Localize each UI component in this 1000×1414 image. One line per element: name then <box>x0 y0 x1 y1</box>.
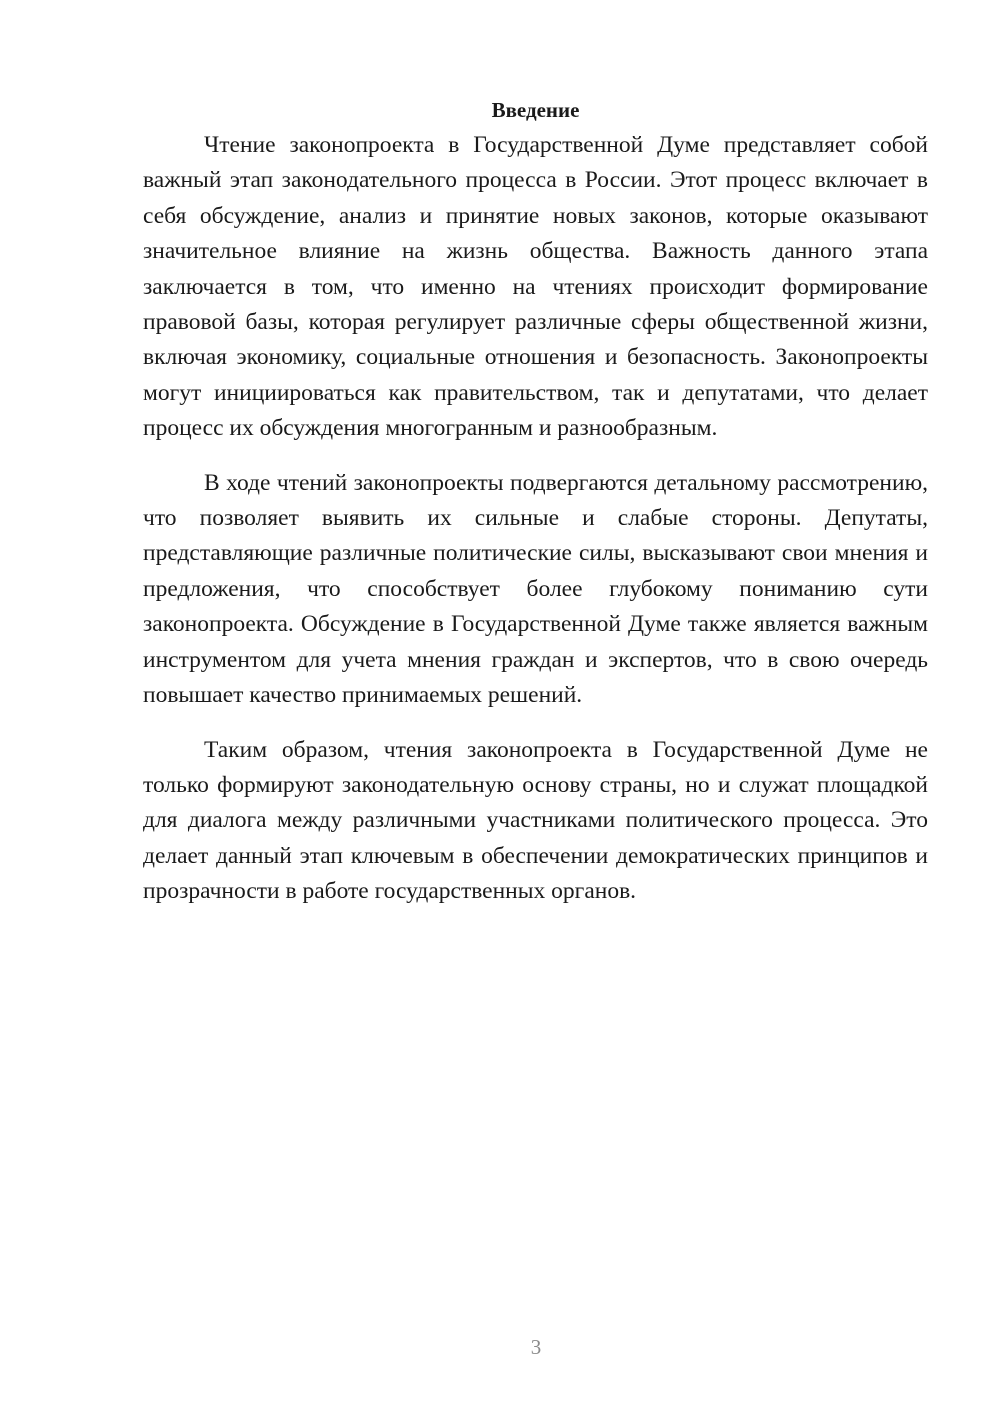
paragraph-3: Таким образом, чтения законопроекта в Государственной Думе не только формируют законодательную основу страны, но и служат площадкой для диалога между различными участниками политического процесса. Это делает данный этап ключевым в обеспечении демократических принципов и прозрачности в работе государственных органов. <box>143 736 928 905</box>
paragraph-2: В ходе чтений законопроекты подвергаются детальному рассмотрению, что позволяет выявить их сильные и слабые стороны. Депутаты, представляющие различные политические силы, высказывают свои мнения и предложения, что способствует более глубокому пониманию сути законопроекта. Обсуждение в Государственной Думе также является важным инструментом для учета мнения граждан и экспертов, что в свою очередь повышает качество принимаемых решений. <box>143 469 928 709</box>
paragraph-1: Чтение законопроекта в Государственной Думе представляет собой важный этап законодательного процесса в России. Этот процесс включает в себя обсуждение, анализ и принятие новых законов, которые оказывают значительное влияние на жизнь общества. Важность данного этапа заключается в том, что именно на чтениях происходит формирование правовой базы, которая регулирует различные сферы общественной жизни, включая экономику, социальные отношения и безопасность. Законопроекты могут инициироваться как правительством, так и депутатами, что делает процесс их обсуждения многогранным и разнообразным. <box>143 132 928 442</box>
page-number: 3 <box>530 1335 542 1359</box>
section-heading: Введение <box>491 98 580 122</box>
page-content <box>143 93 928 910</box>
